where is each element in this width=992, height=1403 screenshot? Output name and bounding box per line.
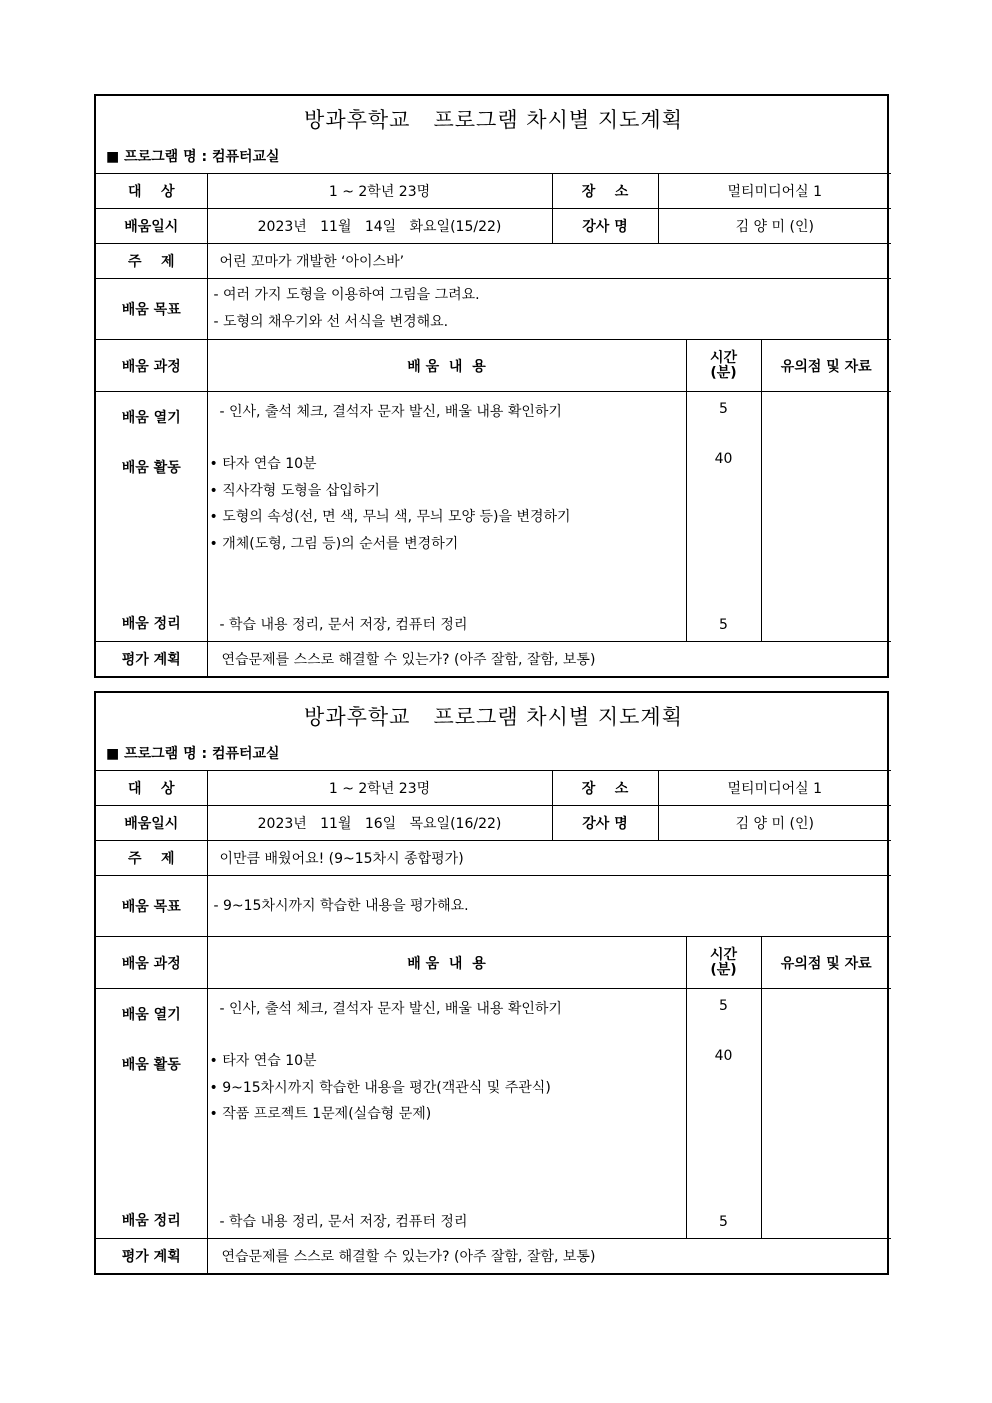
subject-label: 주 제 [96, 244, 207, 279]
process-label: 배움 과정 [96, 340, 207, 392]
time-column [686, 392, 761, 642]
stage-wrap: 배움 정리 [121, 1213, 181, 1229]
place-label: 장 소 [552, 174, 658, 209]
subject-label: 주 제 [96, 841, 207, 876]
activity-list [210, 1048, 686, 1128]
goal-label: 배움 목표 [96, 876, 207, 937]
place-value: 멀티미디어실 1 [658, 771, 891, 806]
goal-item: - 9~15차시까지 학습한 내용을 평가해요. [213, 897, 469, 914]
open-content: - 인사, 출석 체크, 결석자 문자 발신, 배울 내용 확인하기 [219, 1001, 562, 1017]
date-value: 2023년 11월 14일 화요일(15/22) [207, 209, 552, 244]
lesson-plan-table [96, 96, 891, 676]
wrap-time: 5 [719, 1214, 728, 1230]
program-name: ■ 프로그램 명 : 컴퓨터교실 [106, 149, 280, 165]
goal-label: 배움 목표 [96, 279, 207, 340]
stage-column [96, 989, 207, 1239]
content-label: 배 움 내 용 [207, 937, 686, 989]
goal-item: - 도형의 채우기와 선 서식을 변경해요. [213, 314, 449, 330]
activity-time: 40 [714, 1048, 733, 1064]
notes-label: 유의점 및 자료 [761, 937, 891, 989]
open-time: 5 [719, 998, 728, 1014]
wrap-content: - 학습 내용 정리, 문서 저장, 컴퓨터 정리 [219, 1214, 468, 1230]
date-label: 배움일시 [96, 209, 207, 244]
date-value: 2023년 11월 16일 목요일(16/22) [207, 806, 552, 841]
activity-item: • 작품 프로젝트 1문제(실습형 문제) [209, 1106, 432, 1122]
eval-value: 연습문제를 스스로 해결할 수 있는가? (아주 잘함, 잘함, 보통) [207, 1239, 891, 1274]
stage-activity: 배움 활동 [121, 460, 181, 476]
time-label: 시간 (분) [686, 340, 761, 392]
activity-list [210, 451, 686, 557]
subject-value: 어린 꼬마가 개발한 ‘아이스바’ [207, 244, 891, 279]
wrap-time: 5 [719, 617, 728, 633]
teacher-label: 강사 명 [552, 806, 658, 841]
subject-value: 이만큼 배웠어요! (9~15차시 종합평가) [207, 841, 891, 876]
target-label: 대 상 [96, 174, 207, 209]
header [96, 693, 891, 771]
stage-activity: 배움 활동 [121, 1057, 181, 1073]
activity-time: 40 [714, 451, 733, 467]
content-label: 배 움 내 용 [207, 340, 686, 392]
goal-list [207, 876, 891, 937]
program-name: ■ 프로그램 명 : 컴퓨터교실 [106, 746, 280, 762]
document-title: 방과후학교 프로그램 차시별 지도계획 [304, 705, 683, 729]
stage-open: 배움 열기 [121, 410, 181, 426]
time-label: 시간 (분) [686, 937, 761, 989]
teacher-value: 김 양 미 (인) [658, 806, 891, 841]
time-column [686, 989, 761, 1239]
open-time: 5 [719, 401, 728, 417]
document-title: 방과후학교 프로그램 차시별 지도계획 [304, 108, 683, 132]
notes-label: 유의점 및 자료 [761, 340, 891, 392]
notes-column [761, 989, 891, 1239]
goal-list [207, 279, 891, 340]
activity-item: • 도형의 속성(선, 면 색, 무늬 색, 무늬 모양 등)을 변경하기 [209, 509, 571, 525]
target-label: 대 상 [96, 771, 207, 806]
lesson-plan-1 [94, 94, 889, 678]
activity-item: • 9~15차시까지 학습한 내용을 평간(객관식 및 주관식) [209, 1079, 551, 1096]
stage-column [96, 392, 207, 642]
teacher-label: 강사 명 [552, 209, 658, 244]
activity-item: • 직사각형 도형을 삽입하기 [209, 482, 380, 499]
teacher-value: 김 양 미 (인) [658, 209, 891, 244]
open-content: - 인사, 출석 체크, 결석자 문자 발신, 배울 내용 확인하기 [219, 404, 562, 420]
date-label: 배움일시 [96, 806, 207, 841]
target-value: 1 ~ 2학년 23명 [207, 174, 552, 209]
activity-item: • 개체(도형, 그림 등)의 순서를 변경하기 [209, 535, 459, 552]
eval-label: 평가 계획 [96, 1239, 207, 1274]
goal-item: - 여러 가지 도형을 이용하여 그림을 그려요. [213, 287, 480, 303]
target-value: 1 ~ 2학년 23명 [207, 771, 552, 806]
eval-value: 연습문제를 스스로 해결할 수 있는가? (아주 잘함, 잘함, 보통) [207, 642, 891, 677]
notes-column [761, 392, 891, 642]
stage-wrap: 배움 정리 [121, 616, 181, 632]
stage-open: 배움 열기 [121, 1007, 181, 1023]
eval-label: 평가 계획 [96, 642, 207, 677]
content-column [207, 989, 686, 1239]
content-column [207, 392, 686, 642]
place-value: 멀티미디어실 1 [658, 174, 891, 209]
header [96, 96, 891, 174]
activity-item: • 타자 연습 10분 [209, 1053, 317, 1069]
activity-item: • 타자 연습 10분 [209, 456, 317, 472]
process-label: 배움 과정 [96, 937, 207, 989]
lesson-plan-table [96, 693, 891, 1273]
lesson-plan-2 [94, 691, 889, 1275]
wrap-content: - 학습 내용 정리, 문서 저장, 컴퓨터 정리 [219, 617, 468, 633]
place-label: 장 소 [552, 771, 658, 806]
